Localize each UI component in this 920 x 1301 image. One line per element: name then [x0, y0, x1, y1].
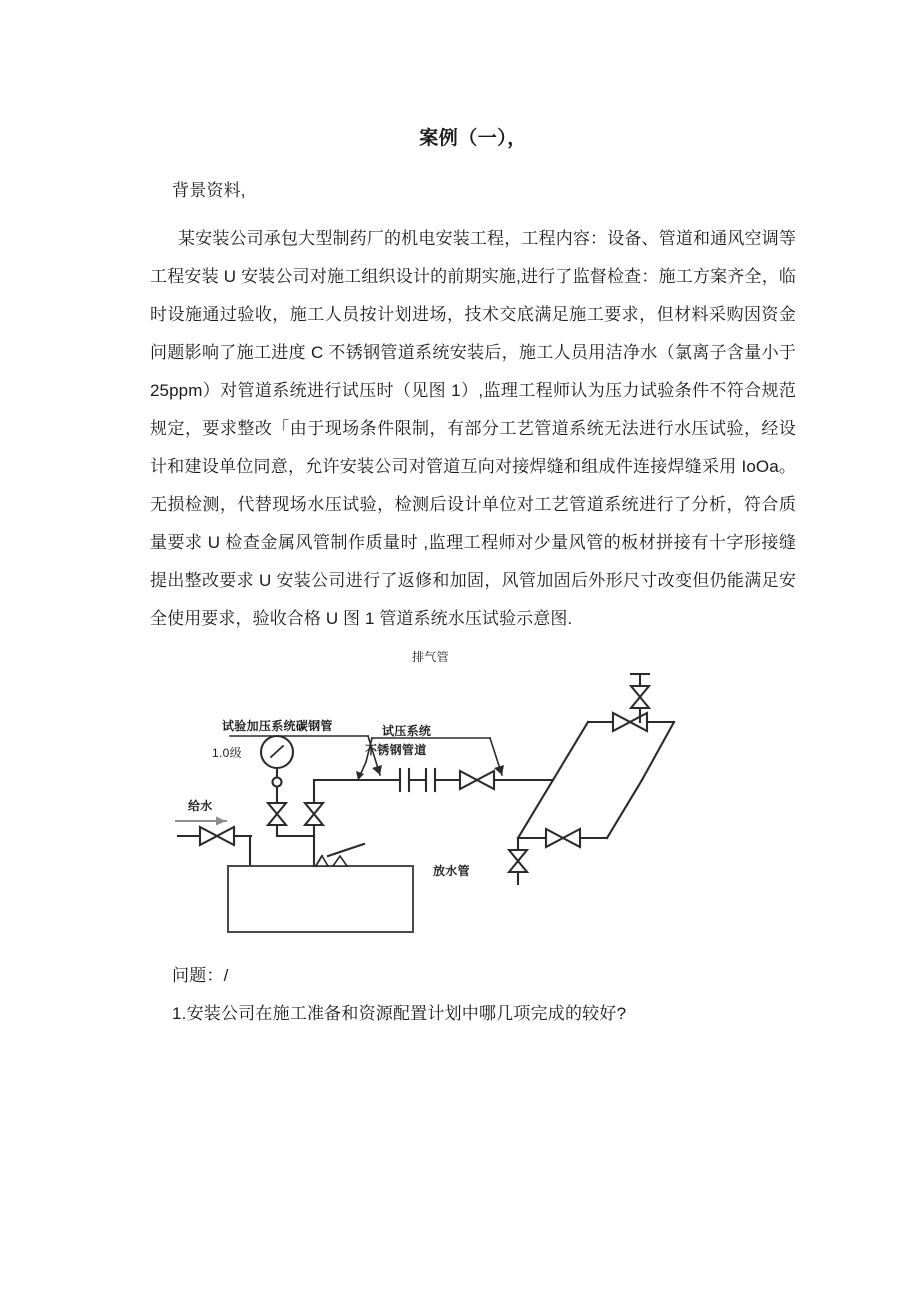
figure-label-test-pressurizing-carbon-steel-pipe: 试验加压系统碳钢管: [222, 719, 333, 733]
page-title: 案例（一），: [419, 128, 527, 149]
figure-schematic-svg: [150, 644, 796, 944]
figure-label-vent-pipe: 排气管: [412, 650, 449, 664]
figure-label-test-system-line2: 不锈钢管道: [365, 743, 427, 757]
figure-pressure-test-diagram: [150, 644, 796, 944]
background-heading: 背景资料,: [172, 181, 246, 200]
document-content: [150, 0, 796, 1024]
figure-label-test-system-line1: 试压系统: [382, 724, 432, 738]
questions-heading: 问题：/: [172, 966, 229, 985]
background-body-text: 某安装公司承包大型制药厂的机电安装工程，工程内容：设备、管道和通风空调等工程安装 U 安装公司对施工组织设计的前期实施,进行了监督检查：施工方案齐全，临时设施通过验收，施工人员按计划进场，技术交底满足施工要求，但材料采购因资金问题影响了施工进度 C 不锈钢管道系统安装后，施工人员用洁净水（氯离子含量小于 25ppm）对管道系统进行试压时（见图 1）,监理工程师认为压力试验条件不符合规范规定，要求整改「由于现场条件限制，有部分工艺管道系统无法进行水压试验，经设计和建设单位同意，允许安装公司对管道互向对接焊缝和组成件连接焊缝采用 IoOa。无损检测，代替现场水压试验，检测后设计单位对工艺管道系统进行了分析，符合质量要求 U 检查金属风管制作质量时 ,监理工程师对少量风管的板材拼接有十字形接缝提出整改要求 U 安装公司进行了返修和加固，风管加固后外形尺寸改变但仍能满足安全使用要求，验收合格 U 图 1 管道系统水压试验示意图.: [150, 229, 796, 628]
figure-label-water-supply: 给水: [188, 799, 213, 813]
figure-label-drain-pipe: 放水管: [433, 864, 470, 878]
figure-label-gauge-grade: 1.0级: [212, 746, 242, 760]
question-item-1: 1.安装公司在施工准备和资源配置计划中哪几项完成的较好?: [172, 1004, 627, 1023]
